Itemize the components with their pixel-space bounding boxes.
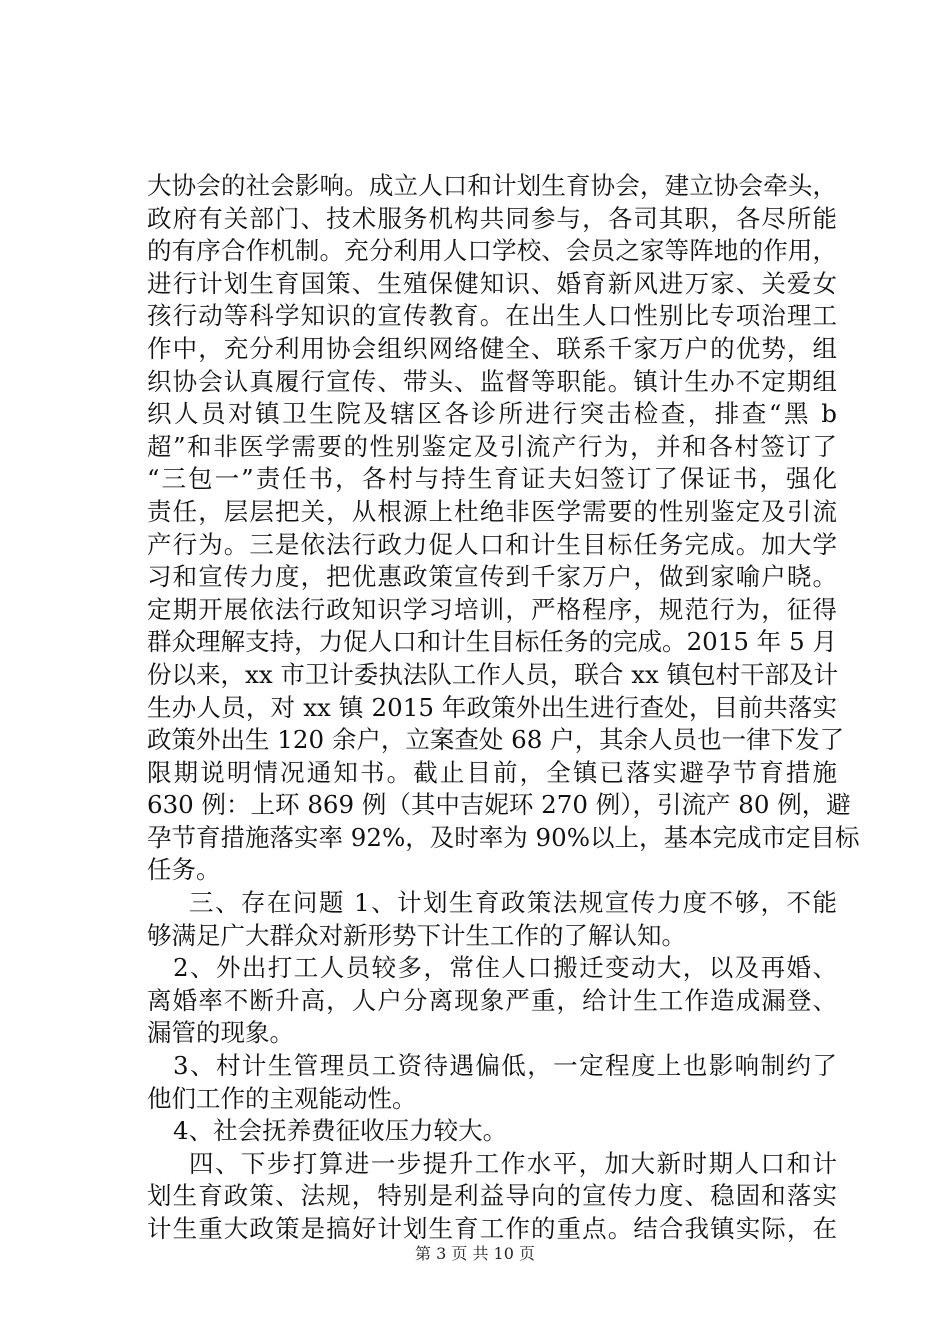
body-text	[147, 170, 860, 1246]
page-number-footer: 第 3 页 共 10 页	[415, 1244, 535, 1263]
text-line: 群众理解支持，力促人口和计生目标任务的完成。2015 年 5 月	[147, 627, 837, 657]
text-line: 他们工作的主观能动性。	[147, 1083, 417, 1113]
text-line: 划生育政策、法规，特别是利益导向的宣传力度、稳固和落实	[147, 1181, 837, 1211]
text-line: 的有序合作机制。充分利用人口学校、会员之家等阵地的作用，	[147, 236, 837, 266]
text-line: 630 例：上环 869 例（其中吉妮环 270 例），引流产 80 例，避	[147, 790, 851, 820]
text-line: 织人员对镇卫生院及辖区各诊所进行突击检查，排查“黑 b	[147, 399, 837, 429]
text-line: 定期开展依法行政知识学习培训，严格程序，规范行为，征得	[147, 594, 837, 624]
text-line: 超”和非医学需要的性别鉴定及引流产行为，并和各村签订了	[147, 431, 837, 461]
text-line: 份以来，xx 市卫计委执法队工作人员，联合 xx 镇包村干部及计	[147, 659, 839, 689]
text-line: 责任，层层把关，从根源上杜绝非医学需要的性别鉴定及引流	[147, 496, 837, 526]
text-line: 离婚率不断升高，人户分离现象严重，给计生工作造成漏登、	[147, 985, 837, 1015]
text-line: 习和宣传力度，把优惠政策宣传到千家万户，做到家喻户晓。	[147, 562, 837, 592]
text-line: 限期说明情况通知书。截止目前，全镇已落实避孕节育措施	[147, 757, 837, 787]
text-line: 进行计划生育国策、生殖保健知识、婚育新风进万家、关爱女	[147, 268, 837, 298]
text-line: 孩行动等科学知识的宣传教育。在出生人口性别比专项治理工	[147, 301, 837, 331]
text-line: 作中，充分利用协会组织网络健全、联系千家万户的优势，组	[147, 333, 837, 363]
text-line: 孕节育措施落实率 92%，及时率为 90%以上，基本完成市定目标	[147, 822, 860, 852]
text-line: 大协会的社会影响。成立人口和计划生育协会，建立协会牵头，	[147, 171, 837, 200]
text-line: 政府有关部门、技术服务机构共同参与，各司其职，各尽所能	[147, 203, 837, 233]
text-line: 生办人员，对 xx 镇 2015 年政策外出生进行查处，目前共落实	[147, 692, 837, 722]
list-item-line: 2、外出打工人员较多，常住人口搬迁变动大，以及再婚、	[173, 953, 837, 983]
text-line: 织协会认真履行宣传、带头、监督等职能。镇计生办不定期组	[147, 366, 837, 396]
text-line: 漏管的现象。	[147, 1018, 294, 1048]
text-line: 产行为。三是依法行政力促人口和计生目标任务完成。加大学	[147, 529, 837, 559]
text-line: 够满足广大群众对新形势下计生工作的了解认知。	[147, 920, 686, 950]
text-line: “三包一”责任书，各村与持生育证夫妇签订了保证书，强化	[147, 464, 837, 494]
list-item-line: 4、社会抚养费征收压力较大。	[173, 1116, 508, 1146]
section-heading-line: 三、存在问题 1、计划生育政策法规宣传力度不够，不能	[189, 888, 837, 918]
text-line: 任务。	[147, 855, 221, 885]
section-heading-line: 四、下步打算进一步提升工作水平，加大新时期人口和计	[189, 1148, 837, 1178]
text-line: 计生重大政策是搞好计划生育工作的重点。结合我镇实际，在	[147, 1214, 837, 1243]
text-line: 政策外出生 120 余户，立案查处 68 户，其余人员也一律下发了	[147, 725, 845, 755]
list-item-line: 3、村计生管理员工资待遇偏低，一定程度上也影响制约了	[173, 1051, 837, 1081]
